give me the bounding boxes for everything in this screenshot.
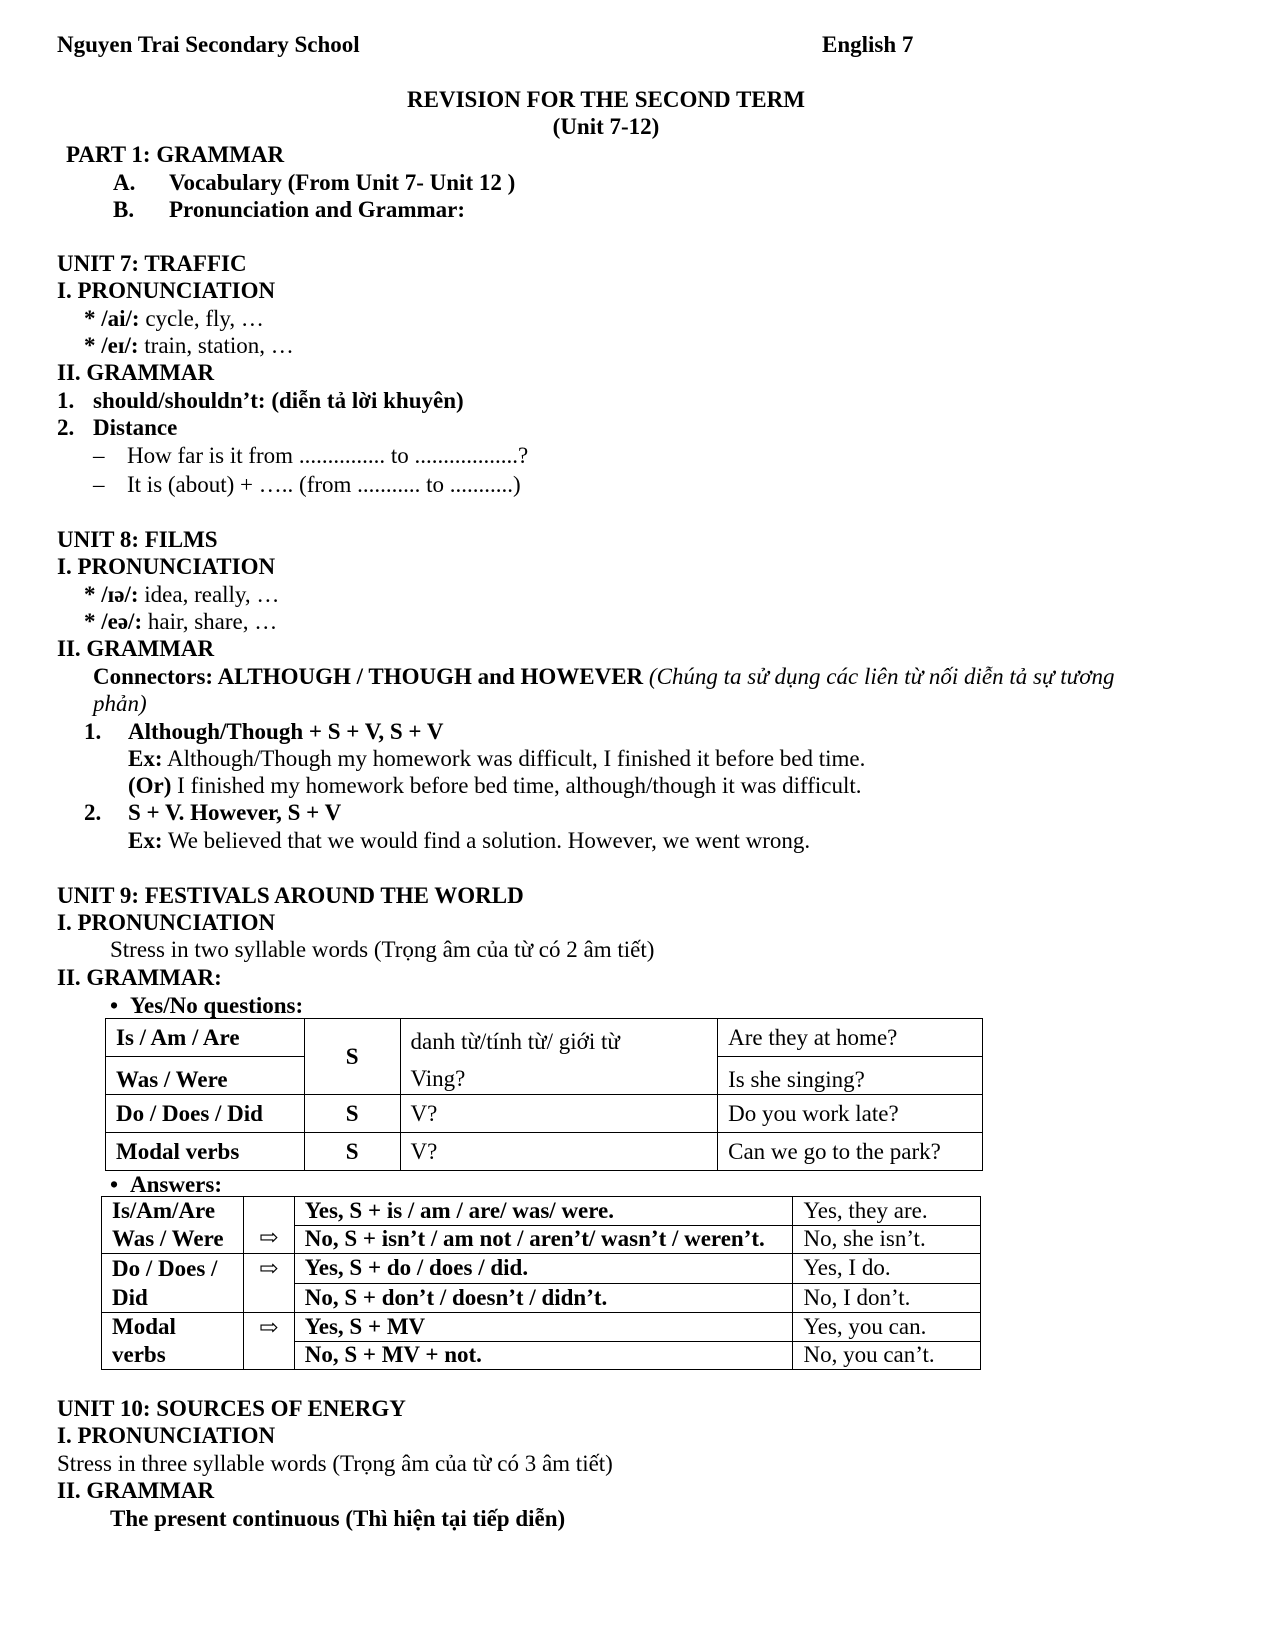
unit8-pron2 [84, 610, 277, 633]
unit8-ex1 [128, 747, 865, 770]
unit7-title: UNIT 7: TRAFFIC [57, 251, 247, 276]
table-cell: V? [400, 1095, 718, 1133]
table-cell: S [304, 1133, 400, 1171]
example-text: We believed that we would find a solution. However, we went wrong. [162, 828, 811, 853]
unit7-g1-text: should/shouldn’t: (diễn tả lời khuyên) [93, 388, 464, 413]
answers-heading-text: Answers: [130, 1172, 222, 1197]
bullet-icon: • [110, 993, 119, 1018]
table-cell: Was / Were [106, 1057, 305, 1095]
doc-subtitle: (Unit 7-12) [552, 114, 660, 139]
example-text: Although/Though my homework was difficult, I finished it before bed time. [162, 746, 866, 771]
arrow-icon: ⇨ [243, 1254, 294, 1313]
connectors-note: (Chúng ta sử dụng các liên từ nối diễn tả sự tương [648, 664, 1115, 689]
table-cell: V? [400, 1133, 718, 1171]
sound-words: cycle, fly, … [139, 306, 264, 331]
yn-heading-text: Yes/No questions: [130, 993, 304, 1018]
unit10-pron-heading: I. PRONUNCIATION [57, 1423, 276, 1448]
table-cell: No, S + isn’t / am not / aren’t/ wasn’t / weren’t. [294, 1225, 793, 1254]
answer-group-line: Did [112, 1285, 148, 1310]
answer-group-line: Modal [112, 1314, 176, 1339]
unit7-g2-text: Distance [93, 415, 178, 440]
sound-label: * /eə/: [84, 609, 143, 634]
yn-heading [110, 994, 303, 1017]
table-cell [102, 1254, 244, 1313]
part1-b-text: Pronunciation and Grammar: [169, 197, 466, 222]
answers-table [101, 1196, 981, 1370]
table-cell: Are they at home? [718, 1019, 983, 1057]
unit7-gram-heading: II. GRAMMAR [57, 360, 215, 385]
unit8-gram-heading: II. GRAMMAR [57, 636, 215, 661]
or-text: I finished my homework before bed time, although/though it was difficult. [171, 773, 862, 798]
answer-group-line: Do / Does / [112, 1256, 218, 1281]
connectors-note-cont: phản) [93, 691, 147, 716]
table-cell: Yes, S + is / am / are/ was/ were. [294, 1197, 793, 1226]
part1-a-text: Vocabulary (From Unit 7- Unit 12 ) [169, 170, 516, 195]
unit8-pron-heading: I. PRONUNCIATION [57, 554, 276, 579]
unit9-title: UNIT 9: FESTIVALS AROUND THE WORLD [57, 883, 524, 908]
table-cell [102, 1313, 244, 1370]
unit9-pron-text: Stress in two syllable words (Trọng âm của từ có 2 âm tiết) [110, 937, 655, 962]
sound-label: * /ai/: [84, 306, 140, 331]
unit7-g2-num: 2. [57, 415, 75, 440]
unit8-ex2 [128, 829, 810, 852]
table-cell: S [304, 1019, 400, 1095]
part1-b-marker: B. [113, 197, 135, 222]
unit10-tense: The present continuous (Thì hiện tại tiếp diễn) [110, 1506, 566, 1531]
table-cell: Yes, S + do / does / did. [294, 1254, 793, 1284]
table-cell: Yes, you can. [793, 1313, 981, 1342]
table-cell: No, you can’t. [793, 1341, 981, 1370]
table-cell: Modal verbs [106, 1133, 305, 1171]
unit8-or [128, 774, 862, 797]
answer-group-line: Was / Were [112, 1226, 224, 1251]
table-cell: Yes, S + MV [294, 1313, 793, 1342]
unit7-pron-heading: I. PRONUNCIATION [57, 278, 276, 303]
table-cell: Do / Does / Did [106, 1095, 305, 1133]
table-cell: Can we go to the park? [718, 1133, 983, 1171]
unit8-title: UNIT 8: FILMS [57, 527, 218, 552]
unit10-gram-heading: II. GRAMMAR [57, 1478, 215, 1503]
table-cell: No, I don’t. [793, 1283, 981, 1313]
table-cell: Ving? [400, 1057, 718, 1095]
unit9-gram-heading: II. GRAMMAR: [57, 965, 222, 990]
unit8-connectors [93, 665, 1114, 688]
arrow-icon: ⇨ [243, 1197, 294, 1254]
unit8-r2-num: 2. [84, 800, 102, 825]
example-label: Ex: [128, 828, 163, 853]
table-cell: Is / Am / Are [106, 1019, 305, 1057]
unit9-pron-heading: I. PRONUNCIATION [57, 910, 276, 935]
unit8-r2-text: S + V. However, S + V [128, 800, 342, 825]
table-cell: Is she singing? [718, 1057, 983, 1095]
doc-title: REVISION FOR THE SECOND TERM [407, 87, 805, 112]
table-cell: Yes, they are. [793, 1197, 981, 1226]
unit7-d2-text: It is (about) + ….. (from ........... to ...........) [127, 472, 521, 497]
connectors-label: Connectors: ALTHOUGH / THOUGH and HOWEVER [93, 664, 649, 689]
answer-group-line: verbs [112, 1342, 166, 1367]
table-cell [102, 1197, 244, 1254]
unit7-pron1 [84, 307, 264, 330]
school-name: Nguyen Trai Secondary School [57, 32, 360, 57]
unit10-pron-text: Stress in three syllable words (Trọng âm của từ có 3 âm tiết) [57, 1451, 613, 1476]
table-cell: No, S + don’t / doesn’t / didn’t. [294, 1283, 793, 1313]
answers-heading [110, 1173, 222, 1196]
part1-a-marker: A. [113, 170, 136, 195]
sound-label: * /eɪ/: [84, 333, 139, 358]
yes-no-questions-table [105, 1018, 983, 1171]
subject-name: English 7 [822, 32, 914, 57]
table-cell: S [304, 1095, 400, 1133]
table-cell: Do you work late? [718, 1095, 983, 1133]
sound-words: train, station, … [138, 333, 294, 358]
unit7-d2-dash: – [93, 472, 105, 497]
table-cell: Yes, I do. [793, 1254, 981, 1284]
example-label: Ex: [128, 746, 163, 771]
table-cell: danh từ/tính từ/ giới từ [400, 1019, 718, 1057]
sound-words: idea, really, … [138, 582, 280, 607]
arrow-icon: ⇨ [243, 1313, 294, 1370]
table-cell: No, S + MV + not. [294, 1341, 793, 1370]
unit7-pron2 [84, 334, 294, 357]
unit8-pron1 [84, 583, 279, 606]
part1-heading: PART 1: GRAMMAR [66, 142, 285, 167]
unit10-title: UNIT 10: SOURCES OF ENERGY [57, 1396, 406, 1421]
answer-group-line: Is/Am/Are [112, 1198, 216, 1223]
sound-label: * /ɪə/: [84, 582, 139, 607]
or-label: (Or) [128, 773, 172, 798]
bullet-icon: • [110, 1172, 119, 1197]
unit7-g1-num: 1. [57, 388, 75, 413]
unit7-d1-text: How far is it from ............... to ..................? [127, 443, 529, 468]
sound-words: hair, share, … [142, 609, 278, 634]
unit8-r1-num: 1. [84, 719, 102, 744]
unit8-r1-text: Although/Though + S + V, S + V [128, 719, 444, 744]
table-cell: No, she isn’t. [793, 1225, 981, 1254]
unit7-d1-dash: – [93, 443, 105, 468]
